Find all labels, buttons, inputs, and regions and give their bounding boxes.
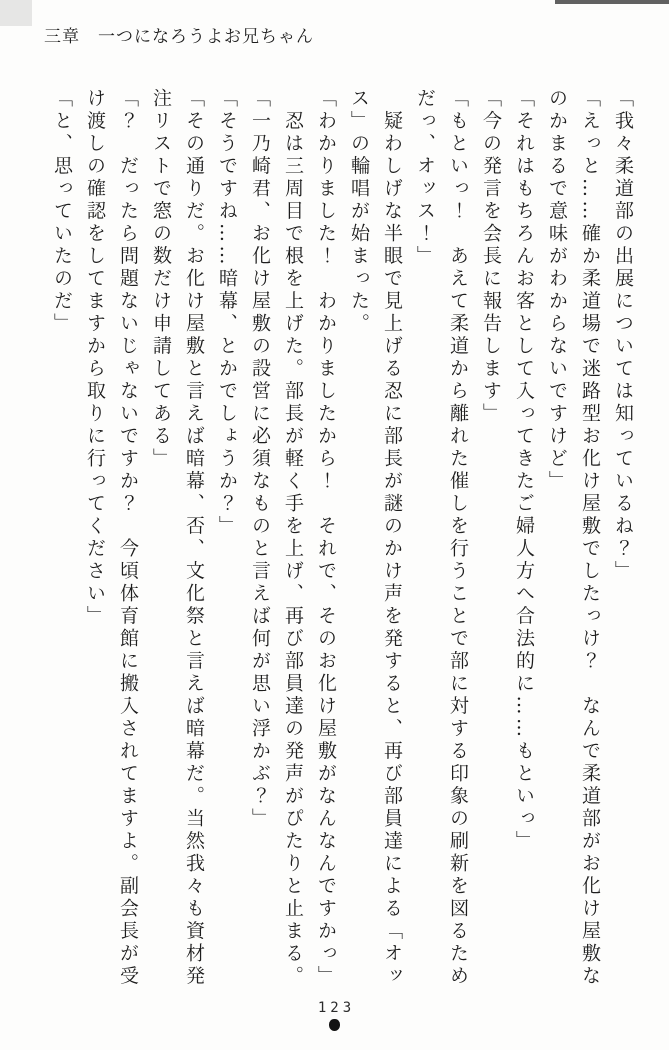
scan-artifact-top-edge xyxy=(555,0,669,4)
text-line: 「えっと……確か柔道場で迷路型お化け屋敷でしたっけ？ なんで柔道部がお化け屋敷な xyxy=(579,88,601,988)
text-line: のかまるで意味がわからないですけど」 xyxy=(546,88,568,493)
text-line: 「もといっ！ あえて柔道から離れた催しを行うことで部に対する印象の刷新を図るため xyxy=(447,88,469,988)
text-line: 「？ だったら問題ないじゃないですか？ 今頃体育館に搬入されてますよ。副会長が受 xyxy=(117,88,139,988)
text-line: 「そうですね……暗幕、とかでしょうか？」 xyxy=(216,88,238,538)
text-line: 忍は三周目で根を上げた。部長が軽く手を上げ、再び部員達の発声がぴたりと止まる。 xyxy=(282,88,304,988)
scan-artifact-corner xyxy=(0,0,32,26)
body-text xyxy=(45,88,639,1002)
text-line: 「今の発言を会長に報告します」 xyxy=(480,88,502,426)
chapter-header: 三章 一つになろうよお兄ちゃん xyxy=(44,27,314,47)
page-number: 123 xyxy=(317,1000,356,1016)
printers-mark-dot xyxy=(329,1019,340,1031)
text-line: ス」の輪唱が始まった。 xyxy=(348,88,370,336)
text-line: 「わかりました！ わかりましたから！ それで、そのお化け屋敷がなんなんですかっ」 xyxy=(315,88,337,988)
text-line: け渡しの確認をしてますから取りに行ってください」 xyxy=(84,88,106,628)
text-line: 「その通りだ。お化け屋敷と言えば暗幕、否、文化祭と言えば暗幕だ。当然我々も資材発 xyxy=(183,88,205,988)
text-line: 「それはもちろんお客として入ってきたご婦人方へ合法的に……もといっ」 xyxy=(513,88,535,853)
page-footer xyxy=(0,1000,669,1031)
text-line: 疑わしげな半眼で見上げる忍に部長が謎のかけ声を発すると、再び部員達による「オッ xyxy=(381,88,403,988)
text-line: 「一乃崎君、お化け屋敷の設営に必須なものと言えば何が思い浮かぶ？」 xyxy=(249,88,271,831)
text-line: 注リストで窓の数だけ申請してある」 xyxy=(150,88,172,471)
text-line: 「と、思っていたのだ」 xyxy=(51,88,73,336)
text-line: 「我々柔道部の出展については知っているね？」 xyxy=(612,88,634,583)
text-line: だっ、オッス！」 xyxy=(414,88,436,268)
